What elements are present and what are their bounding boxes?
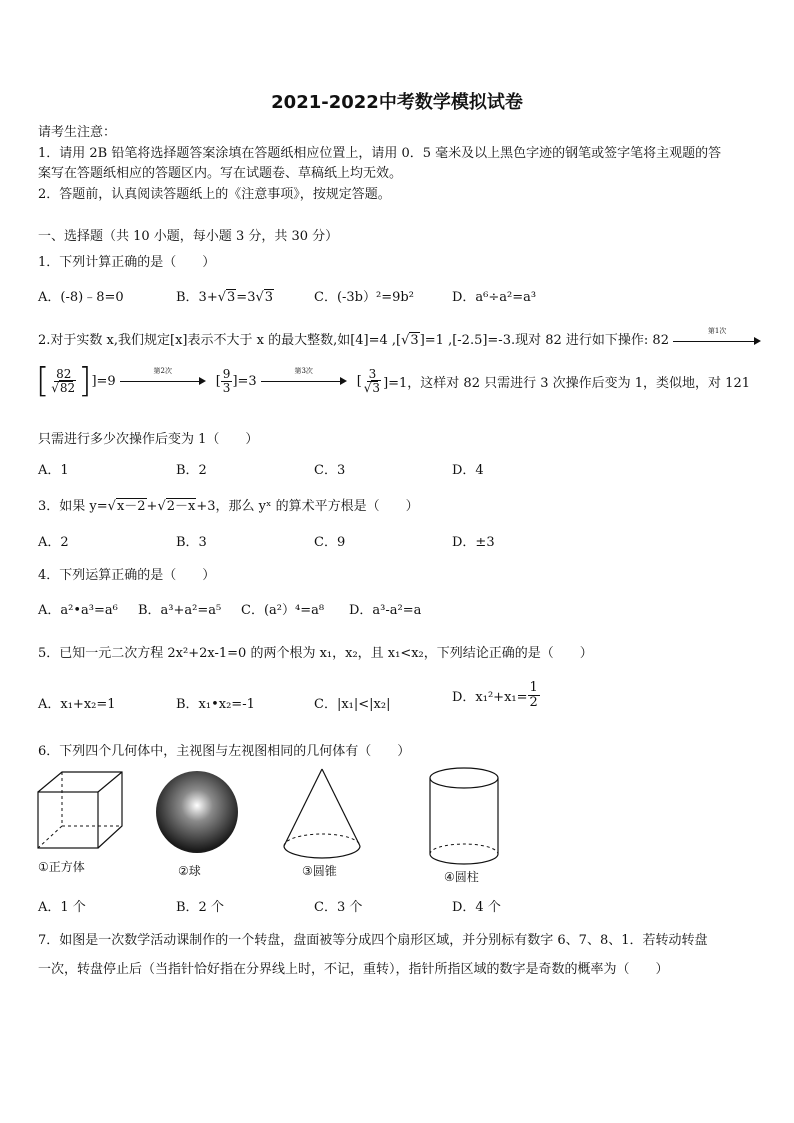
q5-d-fraction (528, 681, 540, 709)
q3-option-b: B．3 (176, 535, 207, 550)
bracket-right: ] (78, 361, 92, 401)
q4-option-a: A．a²•a³=a⁶ (38, 603, 118, 618)
q3-option-c: C．9 (314, 535, 346, 550)
q5-option-d (452, 681, 540, 709)
q4-option-b: B．a³+a²=a⁵ (138, 603, 222, 618)
cylinder-figure (424, 764, 504, 870)
q2-fraction-3 (362, 368, 383, 394)
q7-line-1: 7．如图是一次数学活动课制作的一个转盘，盘面被等分成四个扇形区域，并分别标有数字 6、7、8、1．若转动转盘 (38, 933, 708, 948)
q2-fraction-2-denominator: 3 (222, 380, 231, 395)
bracket-left: [ (215, 373, 221, 389)
section-heading: 一、选择题（共 10 小题，每小题 3 分，共 30 分） (38, 229, 339, 244)
q5-option-a: A．x₁+x₂=1 (38, 697, 116, 712)
cube-caption: ①正方体 (38, 860, 85, 874)
q2-result-9: ]=9 (91, 373, 116, 389)
q7-line-2: 一次，转盘停止后（当指针恰好指在分界线上时，不记，重转），指针所指区域的数字是奇数的概率为（ ） (38, 962, 669, 977)
q5-option-c: C．|x₁|<|x₂| (314, 697, 391, 712)
q3-plus: + (146, 499, 158, 514)
q2-step-3-label: 第3次 (294, 367, 313, 375)
bracket-left: [ (356, 373, 362, 389)
cylinder-caption: ④圆柱 (444, 870, 479, 884)
q6-option-b: B．2 个 (176, 900, 224, 915)
cone-caption: ③圆锥 (302, 864, 337, 878)
q3-option-d: D．±3 (452, 535, 495, 550)
q1-option-c: C．(-3b）²=9b² (314, 290, 414, 305)
q3-radicand-2: 2－x (166, 499, 196, 514)
q2-line-1-prefix: 2.对于实数 x,我们规定[x]表示不大于 x 的最大整数,如[4]=4 ,[ (38, 333, 402, 348)
q5-d-denominator: 2 (529, 694, 538, 710)
q2-fraction-3-denominator: 3 (372, 380, 381, 395)
q5-option-b: B．x₁•x₂=-1 (176, 697, 255, 712)
q1-option-a: A．(-8)﹣8=0 (38, 290, 124, 305)
q2-line-1 (38, 326, 761, 348)
q2-result-1: ]=1，这样对 82 只需进行 3 次操作后变为 1，类似地，对 121 (383, 375, 750, 391)
q1-b-radicand-1: 3 (227, 290, 236, 305)
sqrt-sign-icon: √ (363, 380, 372, 395)
q3-option-a: A．2 (38, 535, 69, 550)
q3-suffix: +3，那么 yˣ 的算术平方根是（ ） (196, 499, 419, 514)
q1-option-d: D．a⁶÷a²=a³ (452, 290, 537, 305)
step-arrow-icon (261, 367, 347, 387)
sphere-figure (152, 770, 242, 854)
q1-stem: 1．下列计算正确的是（ ） (38, 255, 216, 270)
sqrt-sign-icon: √ (157, 499, 166, 514)
q4-option-c: C．(a²）⁴=a⁸ (241, 603, 325, 618)
q4-stem: 4．下列运算正确的是（ ） (38, 568, 216, 583)
sqrt-sign-icon: √ (255, 290, 264, 305)
q6-stem: 6．下列四个几何体中，主视图与左视图相同的几何体有（ ） (38, 744, 411, 759)
q2-option-c: C．3 (314, 463, 346, 478)
q3-prefix: 3．如果 y= (38, 499, 108, 514)
notice-heading: 请考生注意： (38, 125, 117, 140)
step-arrow-icon (673, 326, 761, 347)
q1-option-b (176, 286, 274, 305)
notice-line-2: 2．答题前，认真阅读答题纸上的《注意事项》，按规定答题。 (38, 187, 391, 202)
notice-line-1b: 案写在答题纸相应的答题区内。写在试题卷、草稿纸上均无效。 (38, 166, 403, 181)
notice-line-1a: 1．请用 2B 铅笔将选择题答案涂填在答题纸相应位置上，请用 0．5 毫米及以上黑色字迹的钢笔或签字笔将主观题的答 (38, 146, 722, 161)
q1-b-prefix: B．3+ (176, 290, 218, 305)
sqrt-sign-icon: √ (217, 290, 227, 305)
page-title: 2021-2022中考数学模拟试卷 (271, 92, 523, 113)
q6-option-d: D．4 个 (452, 900, 501, 915)
q2-step-2-label: 第2次 (153, 367, 172, 375)
q2-step-1-label: 第1次 (707, 326, 727, 335)
q2-line-1-suffix: ]=1 ,[-2.5]=-3.现对 82 进行如下操作: 82 (419, 333, 669, 348)
q1-b-radicand-2: 3 (264, 290, 274, 305)
q2-fraction-1-denominator: 82 (59, 380, 76, 395)
q6-option-a: A．1 个 (38, 900, 86, 915)
q2-fraction-3-numerator: 3 (368, 366, 377, 381)
q2-fraction-2 (221, 368, 233, 394)
q2-option-b: B．2 (176, 463, 207, 478)
step-arrow-icon (120, 367, 206, 387)
sphere-caption: ②球 (178, 864, 201, 878)
q2-option-a: A．1 (38, 463, 69, 478)
q2-line-1-radicand: 3 (410, 333, 419, 348)
q5-d-prefix: D．x₁²+x₁= (452, 689, 528, 705)
sqrt-sign-icon: √ (401, 333, 410, 348)
q2-fraction-1-numerator: 82 (56, 366, 72, 381)
q2-fraction-2-numerator: 9 (222, 366, 231, 381)
q2-option-d: D．4 (452, 463, 484, 478)
q6-option-c: C．3 个 (314, 900, 363, 915)
q2-line-2 (36, 361, 750, 401)
bracket-left: [ (36, 361, 50, 401)
q3-stem (38, 495, 419, 514)
q4-option-d: D．a³-a²=a (349, 603, 422, 618)
sqrt-sign-icon: √ (107, 499, 116, 514)
q5-d-numerator: 1 (529, 680, 538, 695)
q2-result-3: ]=3 (232, 373, 257, 389)
q2-fraction-1 (49, 368, 78, 394)
q5-stem: 5．已知一元二次方程 2x²+2x-1=0 的两个根为 x₁，x₂，且 x₁<x₂，下列结论正确的是（ ） (38, 646, 593, 661)
sqrt-sign-icon: √ (51, 380, 59, 395)
q2-line-3: 只需进行多少次操作后变为 1（ ） (38, 432, 259, 447)
cone-figure (280, 766, 364, 864)
q1-b-middle: =3 (236, 290, 256, 305)
cube-figure (32, 768, 128, 852)
q3-radicand-1: x－2 (116, 499, 146, 514)
